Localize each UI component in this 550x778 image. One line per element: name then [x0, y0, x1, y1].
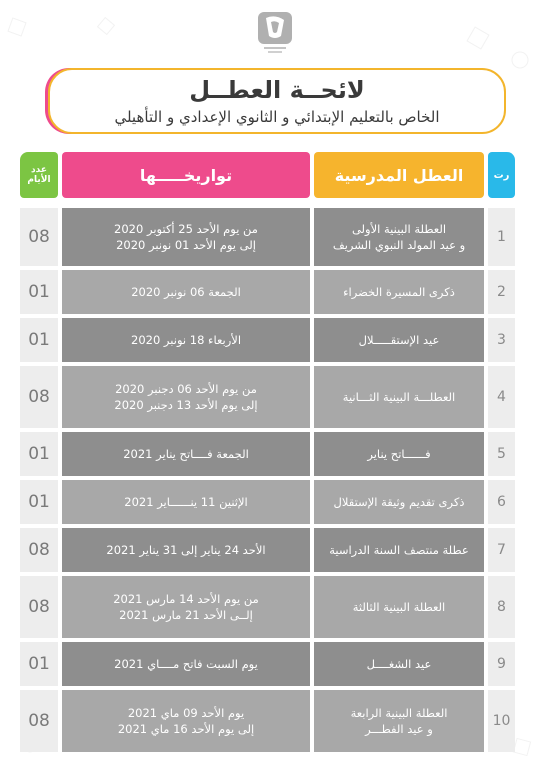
row-number — [488, 576, 515, 638]
header-days — [20, 152, 58, 198]
days-count — [20, 318, 58, 362]
holiday-name-text: ذكرى تقديم وثيقة الإستقلال — [333, 495, 465, 509]
holiday-dates-text: إلــى الأحد 21 مارس 2021 — [119, 608, 253, 622]
row-number — [488, 480, 515, 524]
row-number-text: 3 — [497, 332, 506, 348]
holiday-name — [314, 366, 484, 428]
holiday-name-text: العطلـــة البينية الثـــانية — [342, 390, 456, 404]
days-count — [20, 480, 58, 524]
table-row — [20, 528, 515, 572]
holiday-dates — [62, 642, 310, 686]
days-count — [20, 366, 58, 428]
holiday-dates-text: من يوم الأحد 25 أكتوبر 2020 — [114, 222, 258, 236]
table-row — [20, 208, 515, 266]
holiday-name — [314, 528, 484, 572]
days-count — [20, 432, 58, 476]
days-count — [20, 270, 58, 314]
row-number-text: 7 — [497, 542, 506, 558]
days-count — [20, 528, 58, 572]
holiday-dates-text: يوم السبت فاتح مــــاي 2021 — [114, 657, 258, 671]
holiday-dates — [62, 528, 310, 572]
days-count-text: 08 — [28, 387, 50, 407]
holiday-name-text: فــــــاتح يناير — [367, 447, 431, 461]
row-number — [488, 432, 515, 476]
holiday-dates-text: من يوم الأحد 14 مارس 2021 — [113, 592, 259, 606]
days-count-text: 08 — [28, 540, 50, 560]
days-count-text: 01 — [28, 282, 50, 302]
row-number-text: 10 — [492, 713, 511, 729]
title-box — [48, 68, 506, 134]
days-count — [20, 642, 58, 686]
days-count-text: 08 — [28, 597, 50, 617]
holiday-name-text: و عيد الفطـــر — [365, 722, 433, 736]
header-holidays: العطل المدرسية — [314, 152, 484, 198]
holiday-name — [314, 642, 484, 686]
header-days-line2: الأيام — [27, 175, 51, 185]
days-count-text: 01 — [28, 492, 50, 512]
row-number — [488, 528, 515, 572]
row-number — [488, 318, 515, 362]
holiday-dates — [62, 690, 310, 752]
logo — [254, 10, 296, 56]
holiday-name-text: ذكرى المسيرة الخضراء — [343, 285, 455, 299]
holiday-dates — [62, 318, 310, 362]
holiday-dates-text: الأربعاء 18 نونبر 2020 — [131, 333, 242, 347]
row-number — [488, 366, 515, 428]
holiday-dates — [62, 366, 310, 428]
page-subtitle: الخاص بالتعليم الإبتدائي و الثانوي الإعدادي و التأهيلي — [114, 108, 440, 126]
holiday-dates-text: من يوم الأحد 06 دجنبر 2020 — [115, 382, 257, 396]
table-row — [20, 366, 515, 428]
row-number — [488, 270, 515, 314]
header-number: رت — [488, 152, 515, 198]
days-count — [20, 690, 58, 752]
holiday-dates-text: إلى يوم الأحد 13 دجنبر 2020 — [114, 398, 258, 412]
days-count-text: 01 — [28, 330, 50, 350]
holiday-dates-text: الإثنين 11 ينــــــاير 2021 — [124, 495, 248, 509]
holiday-name — [314, 208, 484, 266]
holiday-name-text: عيد الإستقـــــلال — [358, 333, 440, 347]
holiday-dates — [62, 480, 310, 524]
header-days-line1: عدد — [31, 165, 47, 175]
row-number — [488, 642, 515, 686]
holiday-name — [314, 432, 484, 476]
row-number — [488, 208, 515, 266]
holiday-name-text: العطلة البينية الأولى — [351, 222, 447, 236]
holiday-name-text: العطلة البينية الرابعة — [350, 706, 448, 720]
holiday-name — [314, 270, 484, 314]
holiday-name — [314, 318, 484, 362]
table-row — [20, 270, 515, 314]
holiday-name-text: عطلة منتصف السنة الدراسية — [329, 543, 469, 557]
holiday-dates-text: الأحد 24 يناير إلى 31 يناير 2021 — [106, 543, 266, 557]
holiday-name-text: عيد الشغــــل — [366, 657, 432, 671]
row-number-text: 5 — [497, 446, 506, 462]
row-number-text: 9 — [497, 656, 506, 672]
holiday-dates — [62, 208, 310, 266]
holiday-name-text: العطلة البينية الثالثة — [352, 600, 446, 614]
row-number — [488, 690, 515, 752]
days-count-text: 08 — [28, 711, 50, 731]
days-count-text: 01 — [28, 654, 50, 674]
table-row — [20, 318, 515, 362]
holiday-dates-text: الجمعة فــــاتح يناير 2021 — [123, 447, 249, 461]
holiday-name — [314, 690, 484, 752]
row-number-text: 2 — [497, 284, 506, 300]
page-title: لائحــة العطــل — [189, 76, 365, 104]
row-number-text: 6 — [497, 494, 506, 510]
table-row — [20, 432, 515, 476]
holiday-dates-text: الجمعة 06 نونبر 2020 — [131, 285, 241, 299]
table-row — [20, 576, 515, 638]
days-count — [20, 208, 58, 266]
holiday-dates-text: إلى يوم الأحد 01 نونبر 2020 — [116, 238, 256, 252]
days-count-text: 01 — [28, 444, 50, 464]
holiday-dates — [62, 270, 310, 314]
row-number-text: 1 — [497, 229, 506, 245]
row-number-text: 8 — [497, 599, 506, 615]
header-dates: تواريخـــــها — [62, 152, 310, 198]
days-count-text: 08 — [28, 227, 50, 247]
days-count — [20, 576, 58, 638]
holiday-dates-text: يوم الأحد 09 ماي 2021 — [127, 706, 245, 720]
table-row — [20, 642, 515, 686]
holiday-name — [314, 480, 484, 524]
table-row — [20, 480, 515, 524]
holiday-name — [314, 576, 484, 638]
holiday-dates — [62, 576, 310, 638]
holiday-dates-text: إلى يوم الأحد 16 ماي 2021 — [117, 722, 255, 736]
table-row — [20, 690, 515, 752]
holiday-name-text: و عيد المولد النبوي الشريف — [332, 238, 466, 252]
holiday-dates — [62, 432, 310, 476]
row-number-text: 4 — [497, 389, 506, 405]
